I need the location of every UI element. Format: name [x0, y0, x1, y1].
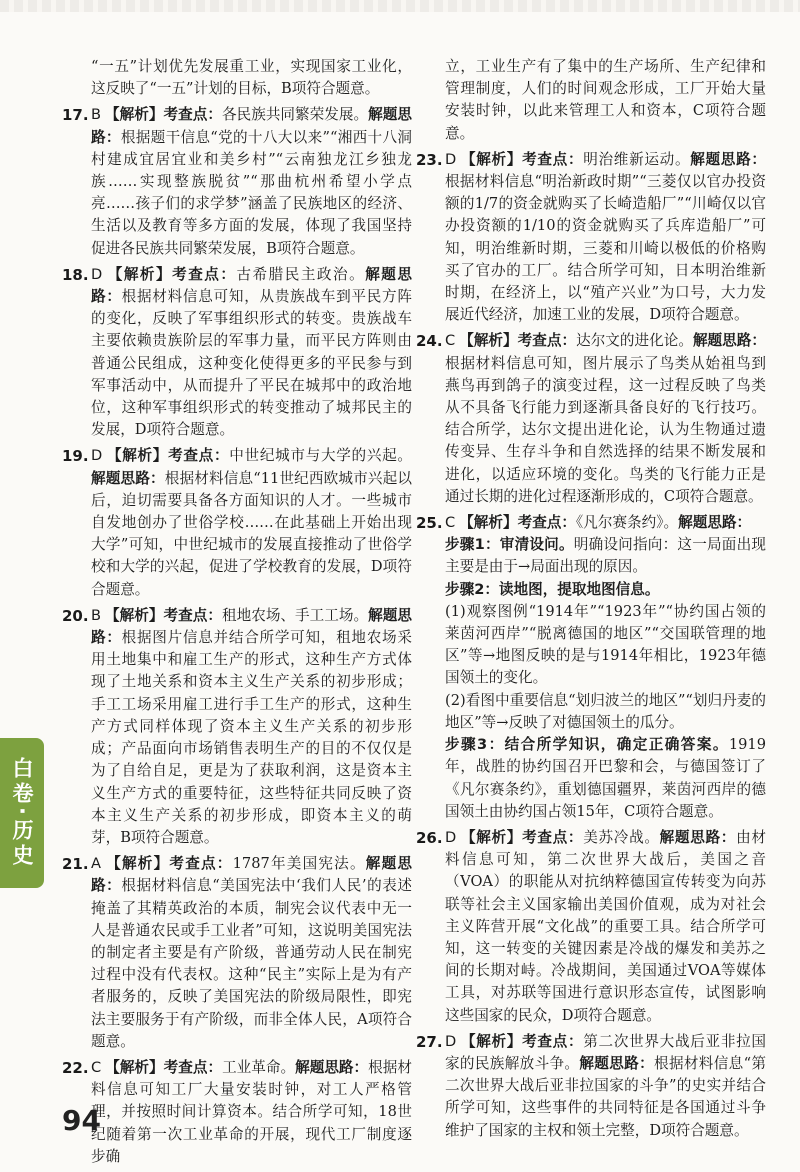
solution-text: 根据材料信息“11世纪西欧城市兴起以后，迫切需要具备各方面知识的人才。一些城市自发地创办了世俗学校……在此基础上开始出现大学”可知，中世纪城市的发展直接推动了世俗学校和大学的兴起，促进了学校教育的发展，D项符合题意。 [91, 469, 412, 598]
knowledge-point: 明治维新运动。 [583, 150, 691, 168]
analysis-tag: 【解析】 [460, 150, 523, 168]
solution-label: 解题思路： [690, 150, 766, 168]
analysis-tag: 【解析】 [105, 606, 164, 624]
answer-letter: A [91, 855, 101, 873]
side-tab-label: 白卷·历史 [10, 757, 34, 869]
solution-label: 解题思路： [91, 855, 412, 895]
right-column [416, 56, 766, 1146]
answer-17 [62, 104, 412, 259]
solution-label: 解题思路： [692, 332, 766, 350]
knowledge-point: 达尔文的进化论。 [576, 332, 693, 350]
solution-label: 解题思路： [91, 606, 412, 647]
answer-22-continued: 立，工业生产有了集中的生产场所、生产纪律和管理制度，人们的时间观念形成，工厂开始大量安装时钟，以此来管理工人和资本，C项符合题意。 [445, 58, 766, 142]
question-number: 19. [62, 447, 89, 466]
knowledge-point-label: 考查点： [163, 606, 222, 624]
answer-letter: C [91, 1058, 102, 1076]
answer-26 [416, 827, 766, 1027]
solution-text: 根据图片信息并结合所学可知，租地农场采用土地集中和雇工生产的形式，这种生产方式体现了土地关系和资本主义生产关系的初步形成；手工工场采用雇工进行手工生产的形式，这种生产方式同样体现了资本主义生产关系的初步形成；产品面向市场销售表明生产的目的不仅仅是为了自给自足，更是为了获取利润，这是资本主义生产方式的重要特征，这些特征共同反映了资本主义生产关系的初步形成，即资本主义的萌芽，B项符合题意。 [91, 629, 412, 846]
step-3-text: 1919年，战胜的协约国召开巴黎和会，与德国签订了《凡尔赛条约》，重划德国疆界，莱茵河西岸的德国领土由协约国占领15年，C项符合题意。 [445, 736, 766, 820]
knowledge-point: 工业革命。 [222, 1058, 296, 1076]
knowledge-point: 古希腊民主政治。 [236, 265, 366, 283]
solution-text: 由材料信息可知，第二次世界大战后，美国之音（VOA）的职能从对抗纳粹德国宣传转变为向苏联等社会主义国家输出美国价值观，成为对社会主义阵营开展“文化战”的重要工具。结合所学可知，这一转变的关键因素是冷战的爆发和美苏之间的长期对峙。冷战期间，美国通过VOA等媒体工具，对苏联等国进行意识形态宣传，试图影响这些国家的民众，D项符合题意。 [445, 828, 766, 1024]
solution-text: 根据题干信息“党的十八大以来”“湘西十八洞村建成宜居宜业和美乡村”“云南独龙江乡独龙族……实现整族脱贫”“那曲杭州希望小学点亮……孩子们的求学梦”涵盖了民族地区的经济、生活以及教育等多方面的发展，体现了我国坚持促进各民族共同繁荣发展，B项符合题意。 [91, 128, 412, 257]
question-number: 27. [416, 1032, 443, 1051]
answer-letter: B [91, 106, 102, 124]
knowledge-point: 第二次世界大战后亚非拉国家的民族解放斗争。 [445, 1032, 766, 1072]
question-number: 20. [62, 606, 89, 625]
step-2-point-1: (1)观察图例“1914年”“1923年”“协约国占领的莱茵河西岸”“脱离德国的地区”“交国联管理的地区”等→地图反映的是与1914年相比，1923年德国领土的变化。 [445, 602, 766, 687]
knowledge-point-label: 考查点： [517, 332, 577, 350]
answer-19 [62, 445, 412, 600]
analysis-tag: 【解析】 [105, 1058, 164, 1076]
subject-side-tab [0, 738, 44, 888]
solution-text: 根据材料信息可知，图片展示了鸟类从始祖鸟到燕鸟再到鸽子的演变过程，这一过程反映了鸟类从不具备飞行能力到逐渐具备良好的飞行技巧。结合所学，达尔文提出进化论，认为生物通过遗传变异、生存斗争和自然选择的结果不断发展和进化，以适应环境的变化。鸟类的飞行能力正是通过长期的进化过程逐渐形成的，C项符合题意。 [445, 354, 766, 505]
question-number: 25. [416, 514, 443, 533]
answer-letter: D [445, 150, 457, 168]
answer-letter: D [445, 828, 457, 846]
answer-20 [62, 605, 412, 849]
question-number: 24. [416, 332, 443, 351]
top-scan-band [0, 0, 800, 12]
knowledge-point: 美苏冷战。 [583, 828, 660, 846]
analysis-tag: 【解析】 [106, 447, 169, 465]
knowledge-point-label: 考查点： [522, 828, 584, 846]
answer-23 [416, 149, 766, 327]
left-column [62, 56, 412, 1172]
knowledge-point-label: 考查点： [169, 855, 233, 873]
solution-label: 解题思路： [678, 514, 752, 532]
answer-22 [62, 1057, 412, 1168]
answer-27 [416, 1031, 766, 1142]
answer-letter: D [91, 265, 103, 283]
answer-21 [62, 853, 412, 1053]
answer-letter: C [445, 332, 456, 350]
step-1-text: 明确设问指向：这一局面出现主要是由于→局面出现的原因。 [445, 536, 766, 576]
knowledge-point-label: 考查点： [517, 514, 576, 532]
knowledge-point: 租地农场、手工工场。 [221, 606, 369, 624]
answer-letter: D [445, 1032, 457, 1050]
question-number: 21. [62, 855, 89, 874]
knowledge-point: 《凡尔赛条约》。 [575, 514, 679, 532]
answer-17-context: “一五”计划优先发展重工业，实现国家工业化，这反映了“一五”计划的目标，B项符合题意。 [91, 58, 412, 98]
step-2-point-2: (2)看图中重要信息“划归波兰的地区”“划归丹麦的地区”等→反映了对德国领土的瓜分。 [445, 691, 766, 731]
answer-letter: B [91, 606, 102, 624]
question-number: 22. [62, 1058, 89, 1077]
solution-text: 根据材料信息可知工厂大量安装时钟，对工人严格管理，并按照时间计算资本。结合所学可知，18世纪随着第一次工业革命的开展，现代工厂制度逐步确 [91, 1058, 412, 1165]
knowledge-point-label: 考查点： [163, 106, 222, 124]
knowledge-point: 1787年美国宪法。 [232, 855, 366, 873]
question-number: 23. [416, 150, 443, 169]
knowledge-point: 中世纪城市与大学的兴起。 [229, 447, 412, 465]
analysis-tag: 【解析】 [459, 514, 518, 532]
question-number: 26. [416, 828, 443, 847]
page-number: 94 [62, 1104, 101, 1137]
analysis-tag: 【解析】 [460, 1032, 523, 1050]
knowledge-point-label: 考查点： [168, 447, 230, 465]
solution-label: 解题思路： [91, 265, 412, 306]
analysis-tag: 【解析】 [106, 265, 173, 283]
analysis-tag: 【解析】 [105, 106, 164, 124]
knowledge-point-label: 考查点： [522, 1032, 584, 1050]
knowledge-point-label: 考查点： [522, 150, 584, 168]
knowledge-point: 各民族共同繁荣发展。 [221, 106, 369, 124]
solution-label: 解题思路： [91, 106, 412, 146]
solution-text: 根据材料信息“美国宪法中‘我们人民’的表述掩盖了其精英政治的本质，制宪会议代表中无一人是普通农民或手工业者”可知，这说明美国宪法的制定者主要是有产阶级，普通劳动人民在制宪过程中没有代表权。这种“民主”实际上是为有产者服务的，反映了美国宪法的阶级局限性，即宪法主要服务于有产阶级，而非全体人民，A项符合题意。 [91, 877, 412, 1050]
solution-text: 根据材料信息“第二次世界大战后亚非拉国家的斗争”的史实并结合所学可知，这些事件的共同特征是各国通过斗争维护了国家的主权和领土完整，D项符合题意。 [445, 1054, 766, 1139]
question-number: 18. [62, 265, 89, 284]
question-number: 17. [62, 106, 89, 125]
solution-label: 解题思路： [91, 469, 165, 487]
analysis-tag: 【解析】 [104, 855, 170, 873]
step-1-label: 步骤1：审清设问。 [445, 536, 574, 554]
answer-25 [416, 512, 766, 823]
knowledge-point-label: 考查点： [172, 265, 237, 283]
answer-24 [416, 330, 766, 508]
step-3-label: 步骤3：结合所学知识，确定正确答案。 [445, 736, 729, 754]
step-2-label: 步骤2：读地图，提取地图信息。 [445, 580, 660, 598]
solution-label: 解题思路： [295, 1058, 369, 1076]
solution-label: 解题思路： [579, 1054, 655, 1072]
solution-label: 解题思路： [659, 828, 737, 846]
answer-18 [62, 264, 412, 442]
solution-text: 根据材料信息可知，从贵族战车到平民方阵的变化，反映了军事组织形式的转变。贵族战车主要依赖贵族阶层的军事力量，而平民方阵则由普通公民组成，这种变化使得更多的平民参与到军事活动中，从而提升了平民在城邦中的政治地位，这种军事组织形式的转变推动了城邦民主的发展，D项符合题意。 [91, 288, 412, 439]
solution-text: 根据材料信息“明治新政时期”“三菱仅以官办投资额的1/7的资金就购买了长崎造船厂”“川崎仅以官办投资额的1/10的资金就购买了兵库造船厂”可知，明治维新时期，三菱和川崎以极低的价格购买了官办的工厂。结合所学可知，日本明治维新时期，在经济上，以“殖产兴业”为口号，大力发展近代经济，加速工业的发展，D项符合题意。 [445, 173, 766, 324]
knowledge-point-label: 考查点： [163, 1058, 223, 1076]
analysis-tag: 【解析】 [460, 828, 523, 846]
answer-letter: D [91, 447, 103, 465]
answer-letter: C [445, 514, 456, 532]
analysis-tag: 【解析】 [459, 332, 518, 350]
